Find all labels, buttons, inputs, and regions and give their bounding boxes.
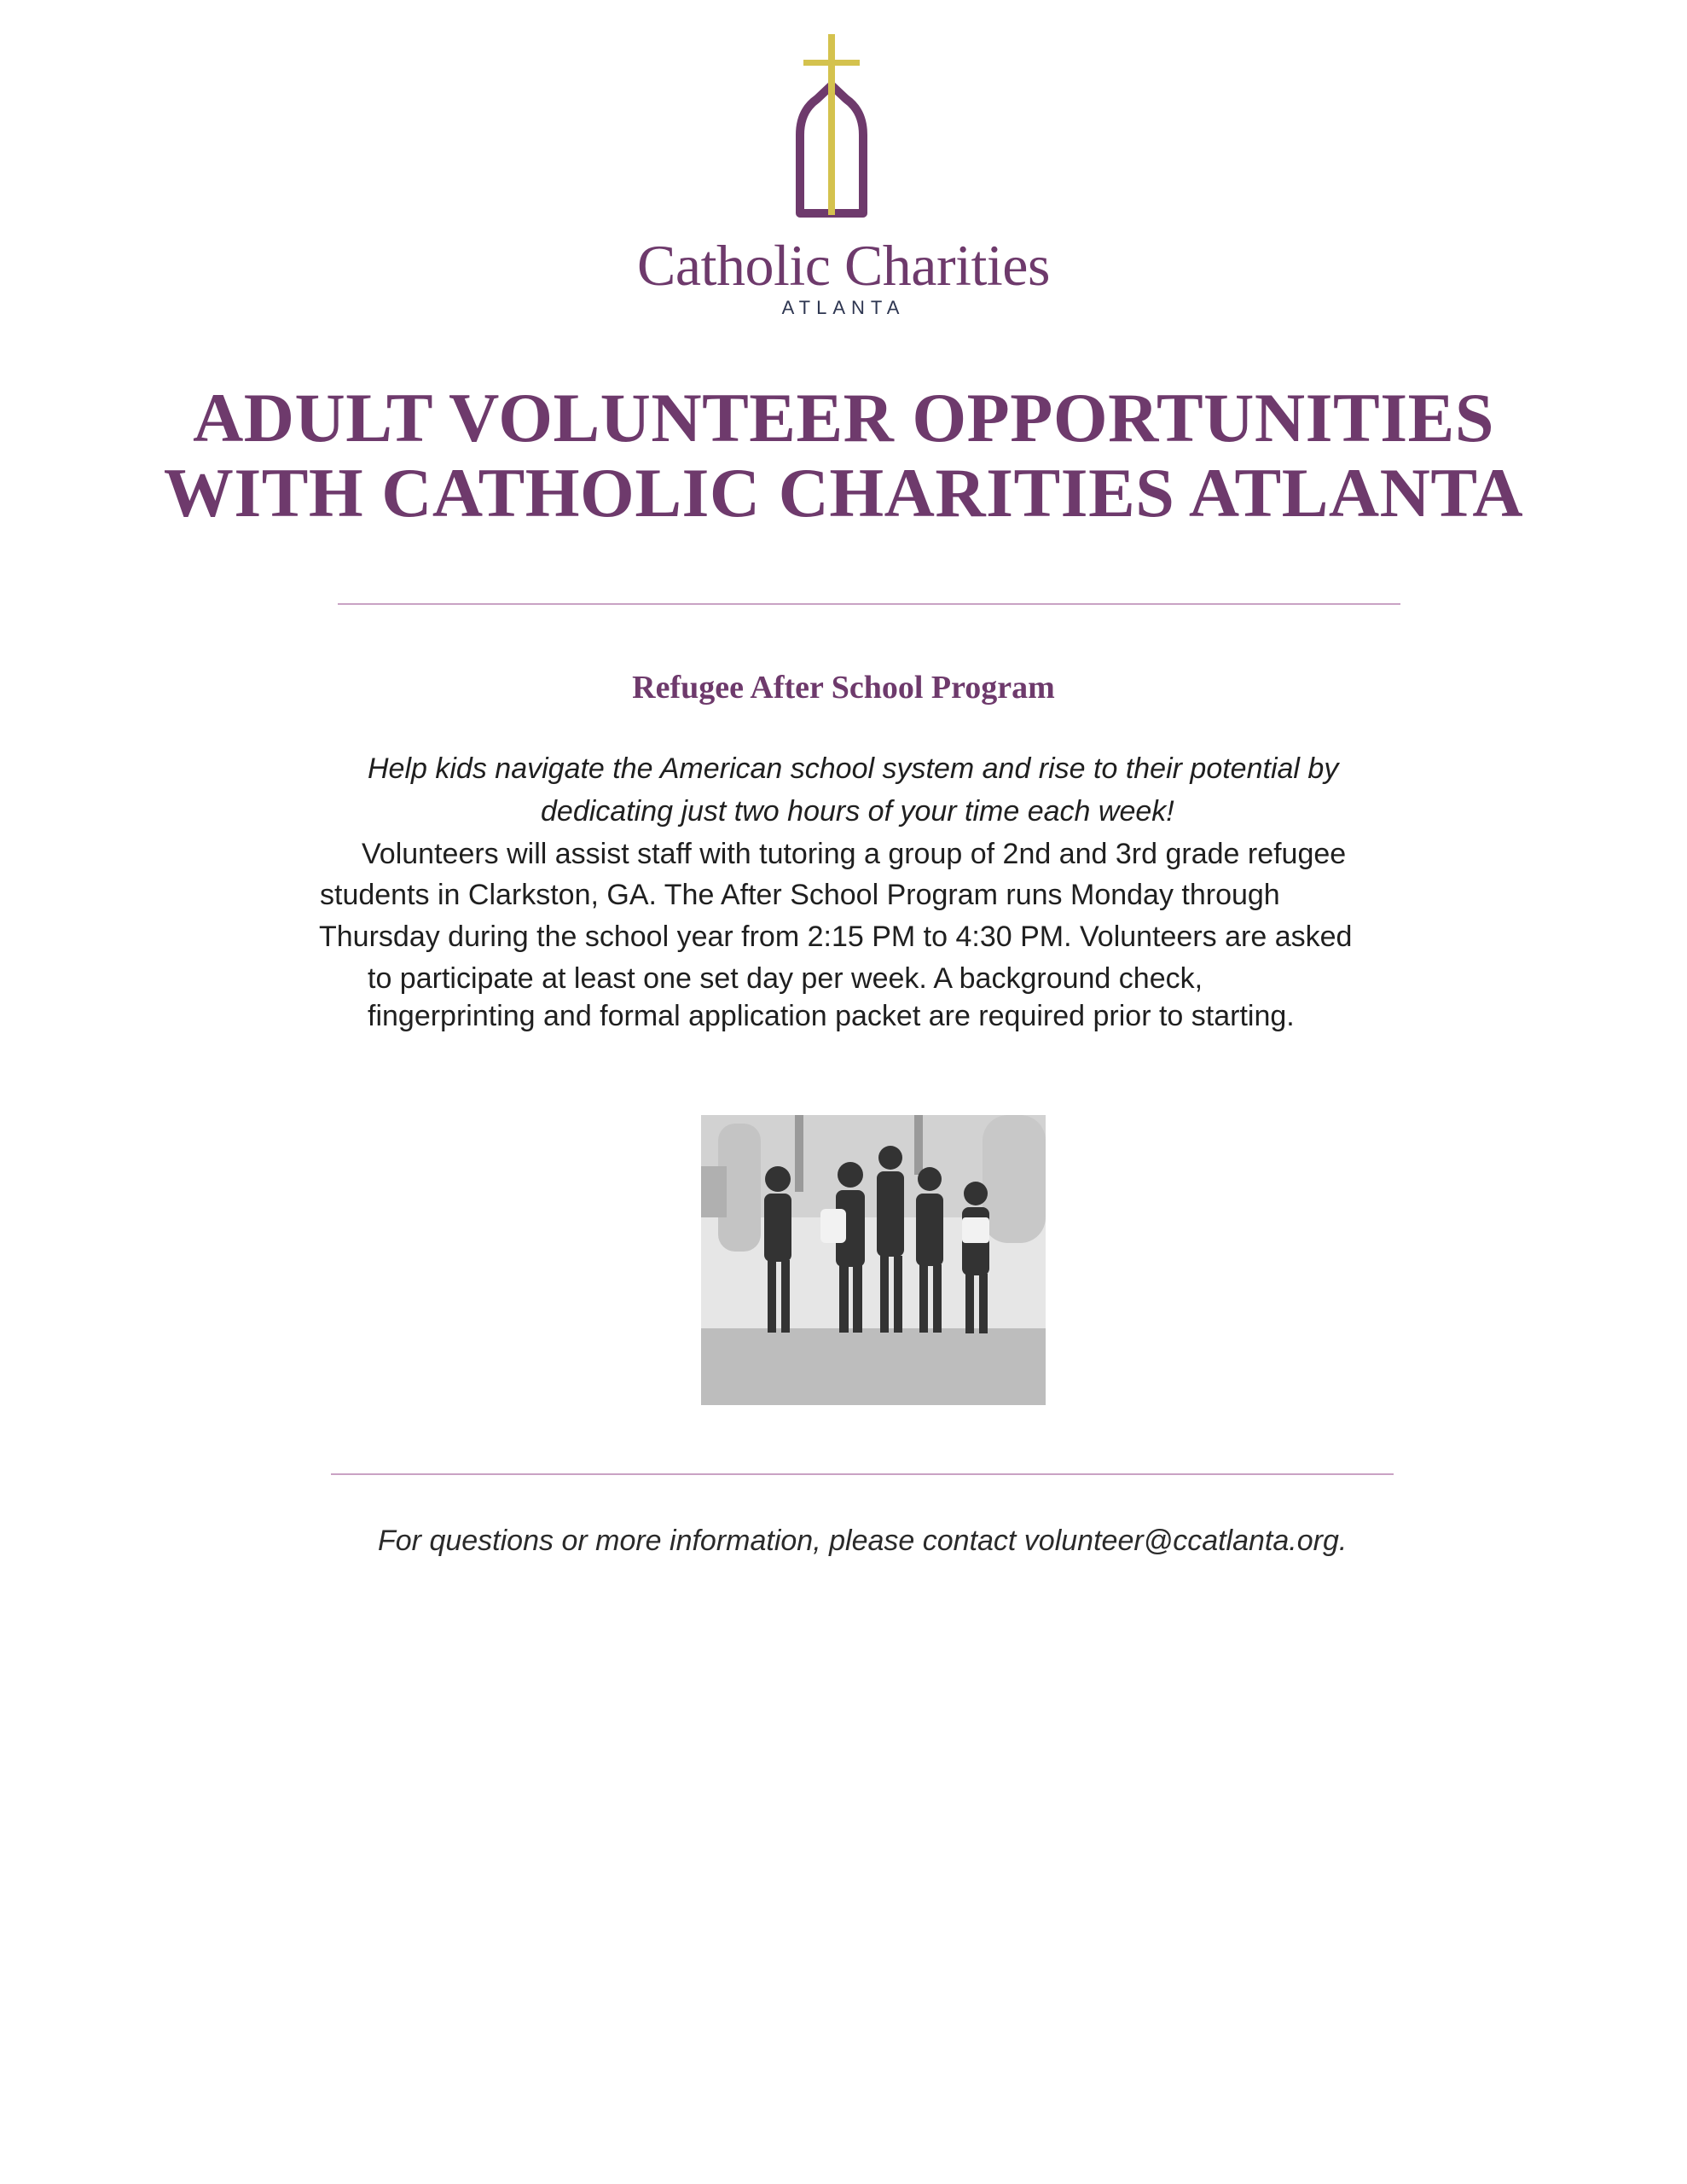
catholic-charities-logo-icon: [785, 32, 878, 220]
logo-org-name: Catholic Charities: [637, 233, 1050, 298]
body-line-4: to participate at least one set day per week. A background check,: [368, 962, 1203, 995]
body-line-5: fingerprinting and formal application packet are required prior to starting.: [368, 1000, 1295, 1032]
page-title: [0, 380, 1687, 531]
children-playground-photo: [701, 1115, 1046, 1405]
logo-city: ATLANTA: [781, 297, 906, 318]
page-title-line-1: ADULT VOLUNTEER OPPORTUNITIES: [193, 379, 1494, 456]
top-divider: [338, 603, 1400, 605]
tagline-line-2: dedicating just two hours of your time each week!: [541, 795, 1174, 828]
bottom-divider: [331, 1473, 1394, 1475]
program-heading: Refugee After School Program: [632, 670, 1055, 706]
tagline-line-1: Help kids navigate the American school system and rise to their potential by: [368, 752, 1339, 785]
page-title-line-2: WITH CATHOLIC CHARITIES ATLANTA: [163, 454, 1524, 531]
body-line-3: Thursday during the school year from 2:15 PM to 4:30 PM. Volunteers are asked: [319, 921, 1353, 953]
contact-line: For questions or more information, please contact volunteer@ccatlanta.org.: [378, 1525, 1348, 1557]
body-line-1: Volunteers will assist staff with tutoring a group of 2nd and 3rd grade refugee: [362, 838, 1347, 870]
body-line-2: students in Clarkston, GA. The After School Program runs Monday through: [320, 879, 1280, 911]
